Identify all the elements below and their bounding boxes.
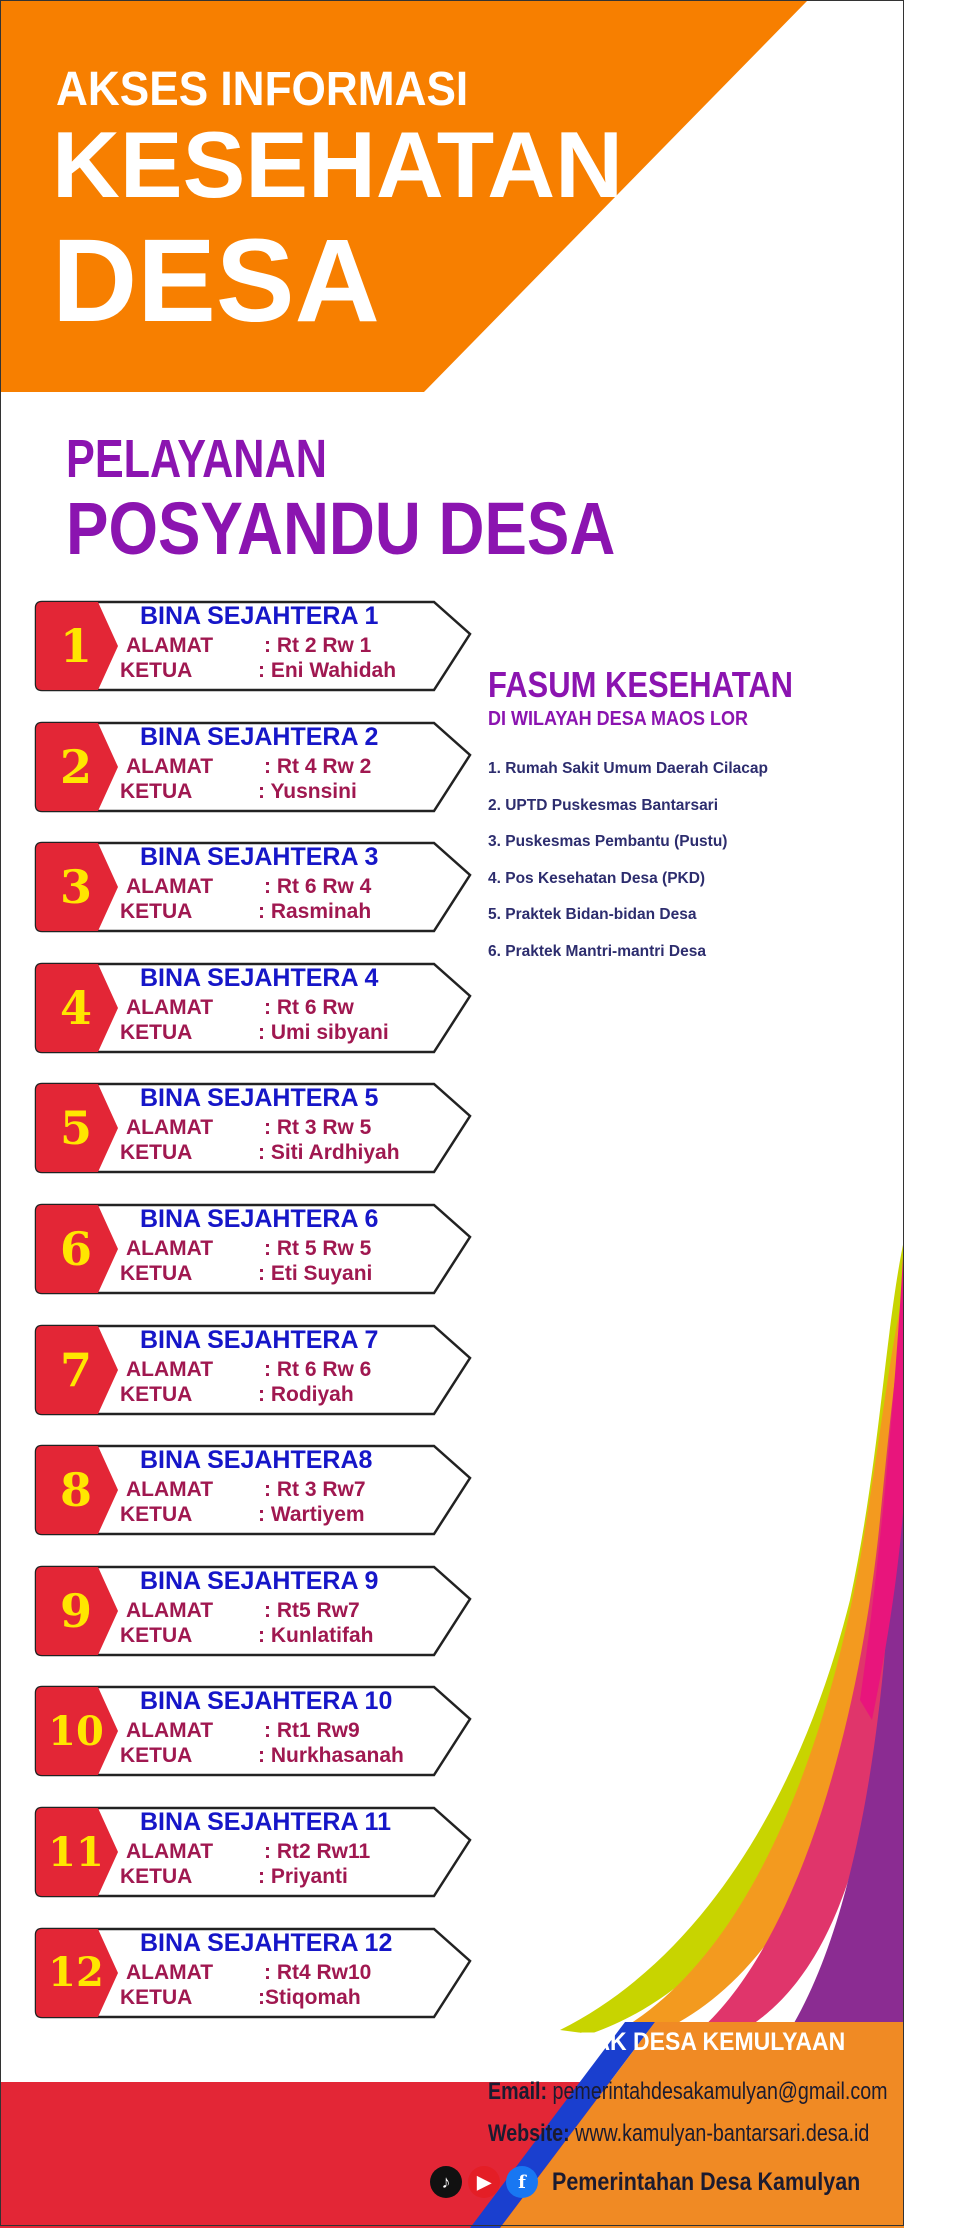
alamat-label: ALAMAT xyxy=(126,1840,214,1863)
social-label: Pemerintahan Desa Kamulyan xyxy=(552,2167,861,2196)
card-title: BINA SEJAHTERA 11 xyxy=(140,1808,391,1836)
alamat-value: : Rt 6 Rw 6 xyxy=(264,1357,372,1381)
alamat-value: : Rt5 Rw7 xyxy=(264,1598,360,1622)
fasum-item: 6. Praktek Mantri-mantri Desa xyxy=(488,942,706,960)
ketua-value: : Kunlatifah xyxy=(258,1623,374,1647)
card-title: BINA SEJAHTERA 4 xyxy=(140,963,379,992)
ketua-value: : Eti Suyani xyxy=(258,1262,373,1285)
card-title: BINA SEJAHTERA 3 xyxy=(140,843,379,872)
card-title: BINA SEJAHTERA8 xyxy=(140,1446,373,1475)
youtube-icon[interactable]: ▶ xyxy=(468,2166,500,2198)
ketua-label: KETUA xyxy=(120,900,193,924)
alamat-value: : Rt2 Rw11 xyxy=(264,1840,371,1863)
card-title: BINA SEJAHTERA 2 xyxy=(140,722,379,751)
alamat-value: : Rt 3 Rw7 xyxy=(264,1478,366,1502)
alamat-label: ALAMAT xyxy=(126,754,214,778)
card-title: BINA SEJAHTERA 12 xyxy=(140,1928,393,1957)
ketua-label: KETUA xyxy=(120,1503,193,1527)
posyandu-title-big: POSYANDU DESA xyxy=(66,487,616,570)
header-line1: AKSES INFORMASI xyxy=(56,63,469,116)
header-line3: DESA xyxy=(52,215,380,347)
alamat-label: ALAMAT xyxy=(126,875,214,899)
alamat-label: ALAMAT xyxy=(126,1719,214,1743)
alamat-value: : Rt 4 Rw 2 xyxy=(264,754,372,778)
card-title: BINA SEJAHTERA 7 xyxy=(140,1325,379,1354)
fasum-item: 2. UPTD Puskesmas Bantarsari xyxy=(488,796,719,814)
card-number: 1 xyxy=(59,619,92,673)
card-number: 8 xyxy=(59,1463,92,1518)
card-number: 6 xyxy=(59,1222,92,1276)
alamat-label: ALAMAT xyxy=(126,1478,214,1502)
ketua-value: :Stiqomah xyxy=(258,1985,361,2009)
fasum-item: 4. Pos Kesehatan Desa (PKD) xyxy=(488,869,706,887)
posyandu-title-small: PELAYANAN xyxy=(66,429,327,489)
alamat-label: ALAMAT xyxy=(126,1357,214,1381)
ketua-label: KETUA xyxy=(120,779,193,803)
card-title: BINA SEJAHTERA 5 xyxy=(140,1084,379,1113)
header-line2: KESEHATAN xyxy=(52,112,623,217)
website-url[interactable]: www.kamulyan-bantarsari.desa.id xyxy=(575,2120,870,2147)
kontak-title: KONTAK DESA KEMULYAAN xyxy=(530,2028,846,2056)
ketua-value: : Umi sibyani xyxy=(258,1020,389,1044)
ketua-value: : Nurkhasanah xyxy=(258,1744,404,1768)
ketua-value: : Eni Wahidah xyxy=(258,659,397,682)
card-number: 4 xyxy=(59,980,92,1035)
alamat-label: ALAMAT xyxy=(126,1237,214,1260)
ketua-label: KETUA xyxy=(120,1865,193,1888)
alamat-label: ALAMAT xyxy=(126,1116,214,1140)
facebook-icon[interactable]: f xyxy=(506,2166,538,2198)
alamat-value: : Rt1 Rw9 xyxy=(264,1719,360,1743)
card-title: BINA SEJAHTERA 9 xyxy=(140,1566,379,1595)
card-number: 2 xyxy=(59,739,92,794)
ketua-label: KETUA xyxy=(120,1141,193,1165)
ketua-value: : Rasminah xyxy=(258,900,372,924)
ketua-value: : Rodiyah xyxy=(258,1382,354,1406)
card-title: BINA SEJAHTERA 1 xyxy=(140,602,379,630)
ketua-value: : Yusnsini xyxy=(258,779,357,803)
alamat-value: : Rt 6 Rw xyxy=(264,995,354,1019)
email-label: Email: xyxy=(488,2078,548,2105)
alamat-value: : Rt4 Rw10 xyxy=(264,1960,372,1984)
email-address[interactable]: pemerintahdesakamulyan@gmail.com xyxy=(552,2078,888,2105)
card-title: BINA SEJAHTERA 6 xyxy=(140,1205,379,1233)
fasum-subtitle: DI WILAYAH DESA MAOS LOR xyxy=(488,708,749,730)
ketua-value: : Siti Ardhiyah xyxy=(258,1141,400,1165)
card-title: BINA SEJAHTERA 10 xyxy=(140,1687,393,1716)
alamat-label: ALAMAT xyxy=(126,995,214,1019)
fasum-title: FASUM KESEHATAN xyxy=(488,664,794,705)
fasum-item: 3. Puskesmas Pembantu (Pustu) xyxy=(488,833,728,850)
ketua-label: KETUA xyxy=(120,1020,193,1044)
ketua-label: KETUA xyxy=(120,1262,193,1285)
ketua-label: KETUA xyxy=(120,1985,193,2009)
website-label: Website: xyxy=(488,2120,570,2147)
ketua-label: KETUA xyxy=(120,1623,193,1647)
fasum-item: 1. Rumah Sakit Umum Daerah Cilacap xyxy=(488,760,768,777)
alamat-label: ALAMAT xyxy=(126,634,214,657)
card-number: 9 xyxy=(59,1583,92,1638)
alamat-label: ALAMAT xyxy=(126,1960,214,1984)
alamat-value: : Rt 6 Rw 4 xyxy=(264,875,372,899)
ketua-value: : Priyanti xyxy=(258,1865,348,1888)
alamat-value: : Rt 5 Rw 5 xyxy=(264,1237,372,1260)
card-number: 5 xyxy=(59,1101,92,1156)
ketua-value: : Wartiyem xyxy=(258,1503,365,1527)
ketua-label: KETUA xyxy=(120,1382,193,1406)
card-number: 10 xyxy=(48,1707,104,1755)
card-number: 3 xyxy=(59,860,92,915)
card-number: 7 xyxy=(59,1342,92,1397)
alamat-value: : Rt 3 Rw 5 xyxy=(264,1116,372,1140)
fasum-item: 5. Praktek Bidan-bidan Desa xyxy=(488,906,697,923)
tiktok-icon[interactable]: ♪ xyxy=(430,2166,462,2198)
alamat-value: : Rt 2 Rw 1 xyxy=(264,634,372,657)
ketua-label: KETUA xyxy=(120,659,193,682)
card-number: 11 xyxy=(48,1828,104,1876)
card-number: 12 xyxy=(48,1949,104,1997)
alamat-label: ALAMAT xyxy=(126,1598,214,1622)
ketua-label: KETUA xyxy=(120,1744,193,1768)
